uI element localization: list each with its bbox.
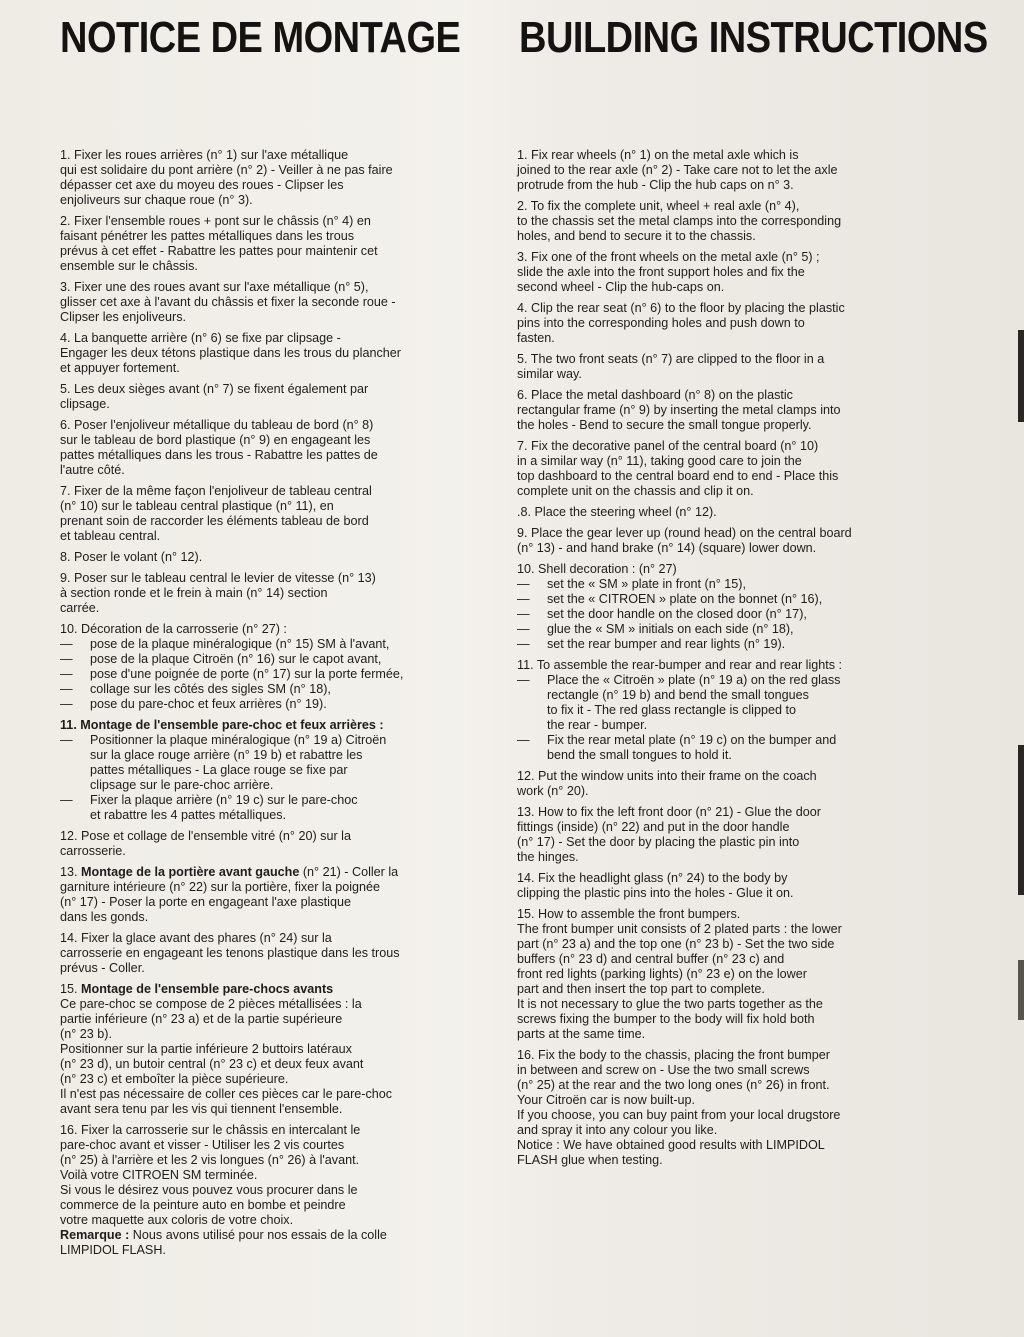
sub-item-text: set the « CITROEN » plate on the bonnet (n° 16), [547,592,823,606]
sub-item-text [90,793,478,823]
text-line: If you choose, you can buy paint from your local drugstore [517,1108,841,1122]
text-line: holes, and bend to secure it to the chassis. [517,229,756,243]
text-line: qui est solidaire du pont arrière (n° 2) - Veiller à ne pas faire [60,163,393,177]
text-line: 16. Fix the body to the chassis, placing the front bumper [517,1048,830,1062]
text-line: pins into the corresponding holes and push down to [517,316,805,330]
sub-item-text: pose de la plaque Citroën (n° 16) sur le capot avant, [90,652,382,666]
french-step-12 [60,829,478,859]
text-line: glisser cet axe à l'avant du châssis et fixer la seconde roue - [60,295,396,309]
text-line: It is not necessary to glue the two parts together as the [517,997,823,1011]
text-line: Clipser les enjoliveurs. [60,310,186,324]
instruction-step [517,352,939,382]
text-line: carrosserie en engageant les tenons plastique dans les trous [60,946,400,960]
remark-label: Remarque : [60,1228,130,1242]
text-line: 3. Fix one of the front wheels on the metal axle (n° 5) ; [517,250,820,264]
step-heading: 10. Décoration de la carrosserie (n° 27) : [60,622,287,636]
instruction-step [60,571,478,616]
step-lines [60,880,478,925]
text-line: Fixer la plaque arrière (n° 19 c) sur le pare-choc [90,793,358,807]
text-line: second wheel - Clip the hub-caps on. [517,280,725,294]
text-line: garniture intérieure (n° 22) sur la portière, fixer la poignée [60,880,381,894]
text-line: slide the axle into the front support holes and fix the [517,265,805,279]
text-line: (n° 25) at the rear and the two long ones (n° 26) in front. [517,1078,830,1092]
instruction-step [517,505,939,520]
text-line: FLASH glue when testing. [517,1153,663,1167]
text-line: complete unit on the chassis and clip it on. [517,484,754,498]
english-step-11 [517,658,939,763]
text-line: clipsage. [60,397,110,411]
sub-item-text: pose de la plaque minéralogique (n° 15) SM à l'avant, [90,637,390,651]
instruction-step [60,148,478,208]
english-steps-1-9 [517,148,939,556]
text-line: enjoliveurs sur chaque roue (n° 3). [60,193,253,207]
step-heading: Montage de l'ensemble pare-chocs avants [81,982,334,996]
text-line: protrude from the hub - Clip the hub caps on n° 3. [517,178,794,192]
step-first-line [60,982,478,997]
text-line: prévus à cet effet - Rabattre les pattes pour maintenir cet [60,244,378,258]
step-subitem [60,733,478,793]
text-line: (n° 23 d), un butoir central (n° 23 c) et deux feux avant [60,1057,364,1071]
text-line: Engager les deux tétons plastique dans les trous du plancher [60,346,401,360]
instruction-step [517,769,939,799]
text-line: Voilà votre CITROEN SM terminée. [60,1168,258,1182]
instruction-step [517,439,939,499]
step-subitem [60,793,478,823]
instruction-step [60,550,478,565]
step-subitem [517,673,939,733]
text-line: similar way. [517,367,582,381]
text-line: rectangular frame (n° 9) by inserting the metal clamps into [517,403,841,417]
sub-item-text [547,733,939,763]
instruction-step [517,148,939,193]
text-line: Si vous le désirez vous pouvez vous procurer dans le [60,1183,358,1197]
sub-item [517,592,939,607]
sub-item-text: set the « SM » plate in front (n° 15), [547,577,746,591]
sub-item-text: collage sur les côtés des sigles SM (n° 18), [90,682,331,696]
text-line: part (n° 23 a) and the top one (n° 23 b) - Set the two side [517,937,835,951]
instruction-step [60,418,478,478]
text-line: Positionner la plaque minéralogique (n° 19 a) Citroën [90,733,387,747]
french-instructions-column [60,148,478,1264]
dash-bullet: — [517,592,530,606]
dash-bullet: — [517,637,530,651]
text-line: the hinges. [517,850,579,864]
text-line: 3. Fixer une des roues avant sur l'axe métallique (n° 5), [60,280,369,294]
text-line: et appuyer fortement. [60,361,180,375]
text-line: 9. Place the gear lever up (round head) on the central board [517,526,852,540]
instruction-step [517,526,939,556]
text-line: Il n'est pas nécessaire de coller ces pièces car le pare-choc [60,1087,393,1101]
dash-bullet: — [517,577,530,591]
text-line: dans les gonds. [60,910,149,924]
text-line: buffers (n° 23 d) and central buffer (n° 23 c) and [517,952,785,966]
text-line: (n° 10) sur le tableau central plastique (n° 11), en [60,499,334,513]
text-line: (n° 17) - Poser la porte en engageant l'axe plastique [60,895,351,909]
text-line: dépasser cet axe du moyeu des roues - Clipser les [60,178,344,192]
sub-item [60,793,478,823]
sub-item [517,607,939,622]
instruction-step [517,199,939,244]
sub-item-text: pose d'une poignée de porte (n° 17) sur la porte fermée, [90,667,404,681]
text-line: Place the « Citroën » plate (n° 19 a) on the red glass [547,673,841,687]
text-line: prévus - Coller. [60,961,145,975]
step-lines [60,1123,478,1228]
text-line: 12. Put the window units into their frame on the coach [517,769,817,783]
text-line: 9. Poser sur le tableau central le levier de vitesse (n° 13) [60,571,376,585]
text-line: in between and screw on - Use the two small screws [517,1063,810,1077]
instruction-step [517,805,939,865]
text-line: in a similar way (n° 11), taking good care to join the [517,454,802,468]
text-line: à section ronde et le frein à main (n° 14) section [60,586,328,600]
remark-line [60,1228,478,1243]
text-line: 12. Pose et collage de l'ensemble vitré (n° 20) sur la [60,829,351,843]
french-step-15 [60,982,478,1117]
text-line: (n° 23 b). [60,1027,112,1041]
text-line: fasten. [517,331,555,345]
text-line: bend the small tongues to hold it. [547,748,732,762]
text-line: top dashboard to the central board end to end - Place this [517,469,839,483]
instruction-step [60,280,478,325]
english-step-10 [517,562,939,652]
text-line: pare-choc avant et visser - Utiliser les 2 vis courtes [60,1138,345,1152]
text-line: carrosserie. [60,844,126,858]
step-subitem [517,733,939,763]
step-number: 15. [60,982,78,996]
step-heading: 11. To assemble the rear-bumper and rear and rear lights : [517,658,843,672]
text-line: Ce pare-choc se compose de 2 pièces métallisées : la [60,997,362,1011]
french-step-13 [60,865,478,925]
text-line: and spray it into any colour you like. [517,1123,718,1137]
remark-text: Nous avons utilisé pour nos essais de la colle [129,1228,387,1242]
text-line: 4. Clip the rear seat (n° 6) to the floor by placing the plastic [517,301,845,315]
dash-bullet: — [60,667,73,681]
dash-bullet: — [517,622,530,636]
text-line: 5. Les deux sièges avant (n° 7) se fixent également par [60,382,369,396]
text-line: 7. Fixer de la même façon l'enjoliveur de tableau central [60,484,372,498]
english-steps-12-16 [517,769,939,1168]
text-line: work (n° 20). [517,784,589,798]
instruction-step [517,388,939,433]
dash-bullet: — [517,673,530,687]
text-line: Notice : We have obtained good results with LIMPIDOL [517,1138,825,1152]
dash-bullet: — [60,682,73,696]
sub-item [517,622,939,637]
text-line: screws fixing the bumper to the body will fix hold both [517,1012,815,1026]
sub-item [60,637,478,652]
text-line: 4. La banquette arrière (n° 6) se fixe par clipsage - [60,331,341,345]
text-line: 5. The two front seats (n° 7) are clipped to the floor in a [517,352,825,366]
sub-item-text [547,673,939,733]
dash-bullet: — [60,793,73,807]
sub-item [60,667,478,682]
french-steps-1-9 [60,148,478,616]
step-text: (n° 21) - Coller la [299,865,399,879]
text-line: the holes - Bend to secure the small tongue properly. [517,418,812,432]
page-edge-mark [1018,330,1024,422]
text-line: votre maquette aux coloris de votre choix. [60,1213,294,1227]
instruction-step [517,250,939,295]
text-line: clipping the plastic pins into the holes - Glue it on. [517,886,794,900]
step-lines [60,997,478,1117]
text-line: joined to the rear axle (n° 2) - Take care not to let the axle [517,163,838,177]
text-line: 1. Fix rear wheels (n° 1) on the metal axle which is [517,148,799,162]
dash-bullet: — [60,637,73,651]
text-line: faisant pénétrer les pattes métalliques dans les trous [60,229,355,243]
text-line: 15. How to assemble the front bumpers. [517,907,741,921]
instruction-step [60,484,478,544]
step-first-line [60,865,478,880]
text-line: 14. Fixer la glace avant des phares (n° 24) sur la [60,931,332,945]
text-line: sur la glace rouge arrière (n° 19 b) et rabattre les [90,748,363,762]
instruction-step [517,907,939,1042]
french-step-14 [60,931,478,976]
instruction-step [60,214,478,274]
french-step-11 [60,718,478,823]
text-line: 8. Poser le volant (n° 12). [60,550,203,564]
text-line: ensemble sur le châssis. [60,259,198,273]
remark-line: LIMPIDOL FLASH. [60,1243,166,1257]
step-heading: Montage de la portière avant gauche [81,865,300,879]
text-line: front red lights (parking lights) (n° 23 e) on the lower [517,967,807,981]
sub-item-text: pose du pare-choc et feux arrières (n° 19). [90,697,327,711]
text-line: fittings (inside) (n° 22) and put in the door handle [517,820,790,834]
step-sublist [517,577,939,652]
text-line: 1. Fixer les roues arrières (n° 1) sur l'axe métallique [60,148,349,162]
sub-item [517,673,939,733]
text-line: to fix it - The red glass rectangle is clipped to [547,703,796,717]
dash-bullet: — [60,697,73,711]
sub-item-text: set the door handle on the closed door (n° 17), [547,607,807,621]
text-line: sur le tableau de bord plastique (n° 9) en engageant les [60,433,371,447]
text-line: Your Citroën car is now built-up. [517,1093,696,1107]
dash-bullet: — [60,733,73,747]
sub-item [60,682,478,697]
sub-item-text [90,733,478,793]
text-line: 2. Fixer l'ensemble roues + pont sur le châssis (n° 4) en [60,214,371,228]
sub-item [60,652,478,667]
step-number: 13. [60,865,78,879]
text-line: 6. Poser l'enjoliveur métallique du tableau de bord (n° 8) [60,418,374,432]
text-line: Fix the rear metal plate (n° 19 c) on the bumper and [547,733,837,747]
text-line: (n° 13) - and hand brake (n° 14) (square) lower down. [517,541,817,555]
text-line: to the chassis set the metal clamps into the corresponding [517,214,842,228]
text-line: 13. How to fix the left front door (n° 21) - Glue the door [517,805,821,819]
text-line: avant sera tenu par les vis qui tiennent l'ensemble. [60,1102,343,1116]
title-french: NOTICE DE MONTAGE [60,14,461,63]
text-line: pattes métalliques dans les trous - Rabattre les pattes de [60,448,378,462]
text-line: et tableau central. [60,529,161,543]
text-line: pattes métalliques - La glace rouge se fixe par [90,763,348,777]
text-line: parts at the same time. [517,1027,646,1041]
text-line: commerce de la peinture auto en bombe et peindre [60,1198,346,1212]
sub-item [60,697,478,712]
sub-item-text: set the rear bumper and rear lights (n° 19). [547,637,786,651]
page-edge-mark [1018,960,1024,1020]
instruction-step [517,301,939,346]
sub-item [60,733,478,793]
text-line: 2. To fix the complete unit, wheel + real axle (n° 4), [517,199,800,213]
text-line: carrée. [60,601,100,615]
text-line: 7. Fix the decorative panel of the central board (n° 10) [517,439,819,453]
dash-bullet: — [517,733,530,747]
page-edge-mark [1018,745,1024,895]
sub-item-text: glue the « SM » initials on each side (n° 18), [547,622,794,636]
text-line: 16. Fixer la carrosserie sur le châssis en intercalant le [60,1123,361,1137]
text-line: the rear - bumper. [547,718,648,732]
text-line: part and then insert the top part to complete. [517,982,765,996]
instruction-step [517,1048,939,1168]
text-line: Positionner sur la partie inférieure 2 buttoirs latéraux [60,1042,352,1056]
instruction-step [60,331,478,376]
text-line: 6. Place the metal dashboard (n° 8) on the plastic [517,388,793,402]
text-line: rectangle (n° 19 b) and bend the small tongues [547,688,809,702]
instruction-step [517,871,939,901]
french-step-10 [60,622,478,712]
instruction-step [60,382,478,412]
text-line: (n° 17) - Set the door by placing the plastic pin into [517,835,800,849]
text-line: et rabattre les 4 pattes métalliques. [90,808,287,822]
text-line: 14. Fix the headlight glass (n° 24) to the body by [517,871,788,885]
step-heading: 11. Montage de l'ensemble pare-choc et feux arrières : [60,718,384,732]
dash-bullet: — [60,652,73,666]
step-heading: 10. Shell decoration : (n° 27) [517,562,677,576]
text-line: prenant soin de raccorder les éléments tableau de bord [60,514,369,528]
text-line: (n° 23 c) et emboîter la pièce supérieure. [60,1072,289,1086]
text-line: l'autre côté. [60,463,125,477]
dash-bullet: — [517,607,530,621]
text-line: partie inférieure (n° 23 a) et de la partie supérieure [60,1012,343,1026]
sub-item [517,577,939,592]
step-sublist [60,637,478,712]
text-line: .8. Place the steering wheel (n° 12). [517,505,717,519]
sub-item [517,637,939,652]
french-step-16 [60,1123,478,1258]
title-english: BUILDING INSTRUCTIONS [519,14,988,63]
sub-item [517,733,939,763]
text-line: The front bumper unit consists of 2 plated parts : the lower [517,922,842,936]
text-line: clipsage sur le pare-choc arrière. [90,778,274,792]
english-instructions-column [517,148,939,1174]
text-line: (n° 25) à l'arrière et les 2 vis longues (n° 26) à l'avant. [60,1153,360,1167]
